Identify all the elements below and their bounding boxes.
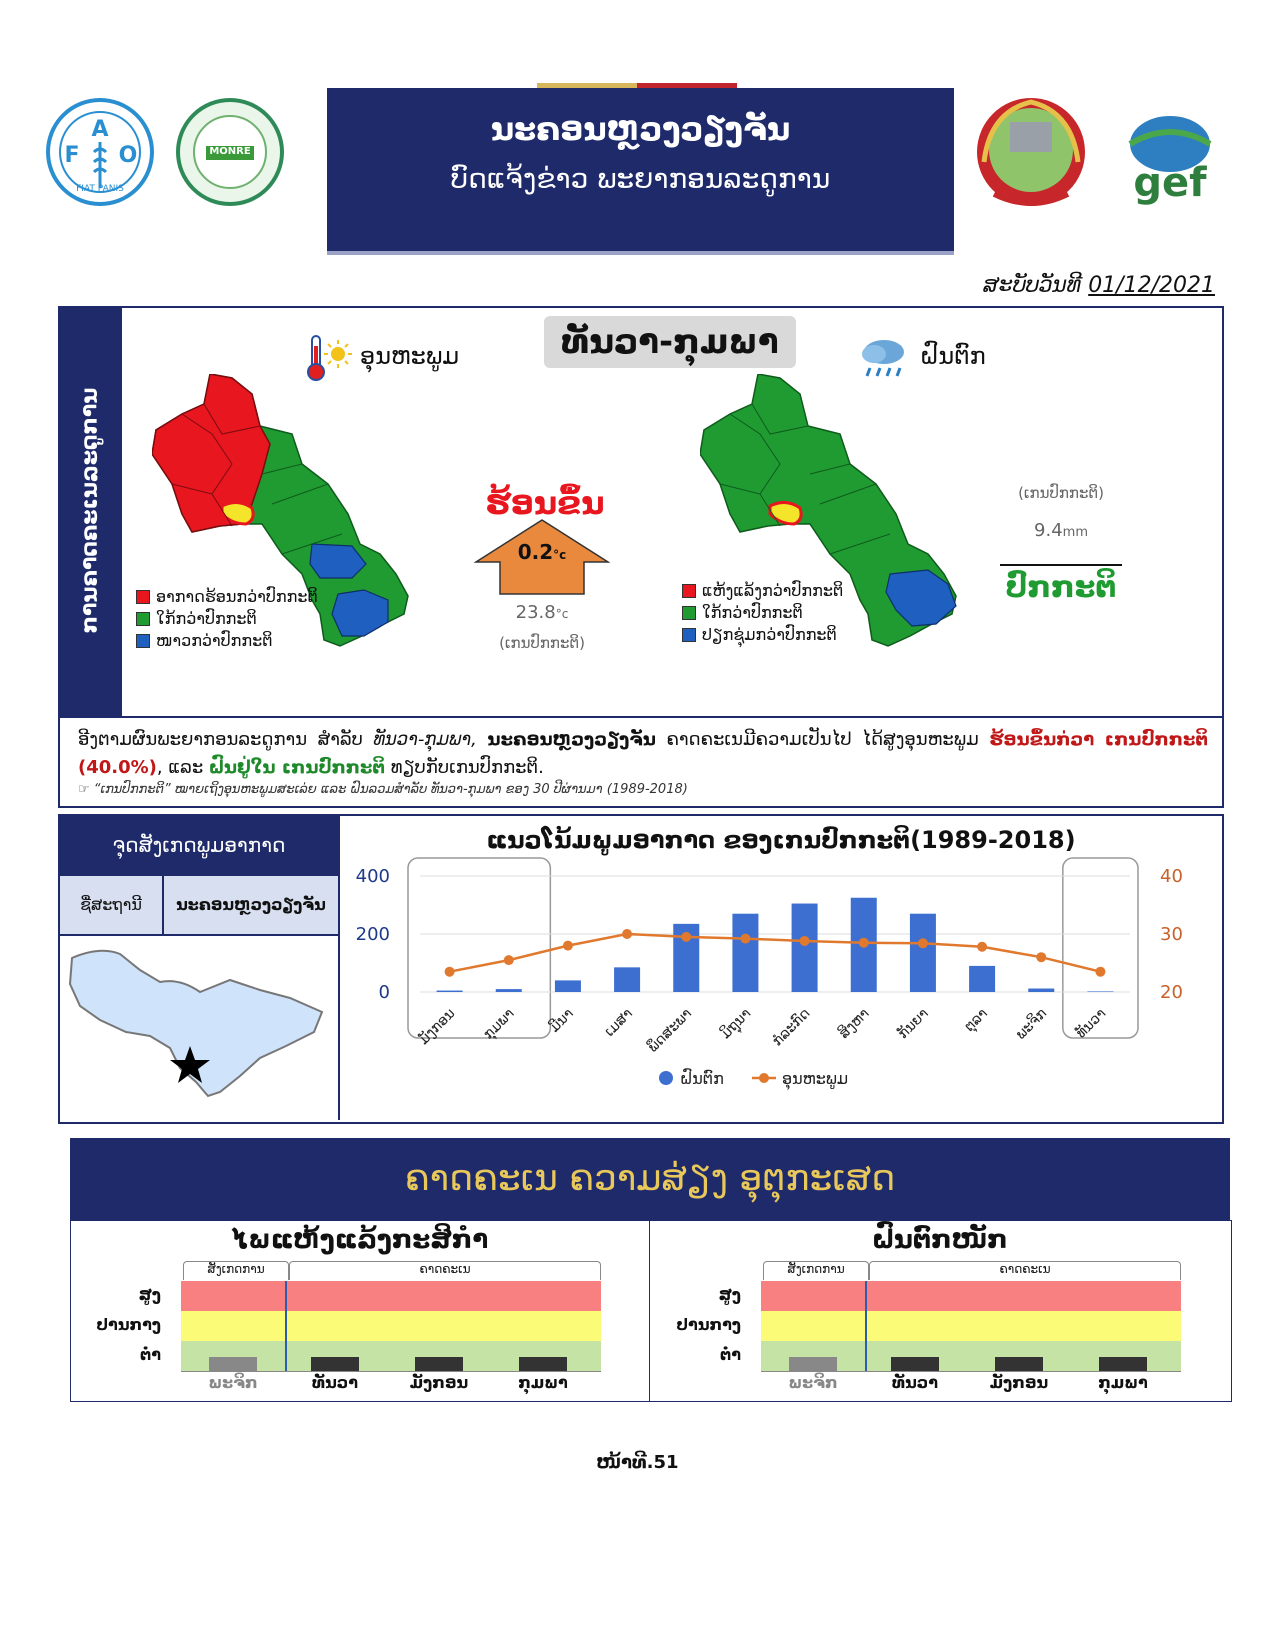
- gef-text: gef: [1133, 160, 1207, 206]
- highlight-box: [408, 858, 550, 1038]
- forecast-sidebar-label: ການຄາດຄະເນລະດູການ: [77, 387, 103, 634]
- risk-level-label: ຕ່ຳ: [139, 1345, 161, 1364]
- monre-text: MONRE: [209, 146, 251, 157]
- temperature-point: [563, 941, 573, 951]
- risk-marker: [519, 1357, 567, 1371]
- lao-emblem-logo: [970, 92, 1092, 212]
- legend-rain-marker: [659, 1071, 673, 1085]
- x-tick-label: ກໍລະກົດ: [769, 1005, 814, 1050]
- header-title: ນະຄອນຫຼວງວຽງຈັນ: [490, 110, 791, 148]
- header-stripe-red: [637, 83, 737, 88]
- fao-motto: FIAT PANIS: [76, 184, 124, 194]
- gef-logo: [1120, 110, 1220, 210]
- summary-footnote: ☞ “ເກນປົກກະຕິ” ໝາຍເຖິງອຸນຫະພູມສະເລ່ຍ ແລະ ຝົນລວມສຳລັບ ທັນວາ-ກຸມພາ ຂອງ 30 ປີຜ່ານມາ (1989-2018): [78, 782, 688, 797]
- fao-letter-f: F: [64, 143, 80, 168]
- season-title: ທັນວາ-ກຸມພາ: [544, 316, 796, 368]
- temperature-point: [800, 936, 810, 946]
- risk-month-label: ມັງກອນ: [989, 1373, 1049, 1392]
- summary-paragraph: ອີງຕາມຜົນພະຍາກອນລະດູການ ສຳລັບ ທັນວາ-ກຸມພາ, ນະຄອນຫຼວງວຽງຈັນ ຄາດຄະເນມີຄວາມເປັນໄປ ໄດ້ສູງອຸນຫະພູມ ຮ້ອນຂຶ້ນກ່ວາ ເກນປົກກະຕິ (40.0%), ແລະ ຝົນຢູ່ໃນ ເກນປົກກະຕິ ທຽບກັບເກນປົກກະຕິ.: [78, 729, 1209, 778]
- forecast-header: ຄາດຄະເນ: [289, 1261, 601, 1280]
- climate-chart-panel: [338, 816, 1222, 1120]
- risk-marker: [209, 1357, 257, 1371]
- legend-swatch-near: [682, 606, 696, 620]
- risk-subpanel: [71, 1221, 649, 1401]
- legend-swatch-warm: [136, 590, 150, 604]
- header-stripe-gold: [537, 83, 637, 88]
- risk-axis-line: [761, 1371, 1181, 1372]
- x-tick-label: ສິງຫາ: [836, 1005, 873, 1043]
- temperature-line: [450, 934, 1101, 972]
- rainfall-bar: [496, 989, 522, 992]
- x-tick-label: ມີນາ: [546, 1005, 577, 1036]
- temperature-point: [681, 932, 691, 942]
- rainfall-bar: [437, 991, 463, 992]
- station-panel: [58, 814, 1224, 1124]
- x-tick-label: ກຸມພາ: [480, 1005, 518, 1043]
- chart-title: ແນວໂນ້ມພູມອາກາດ ຂອງເກນປົກກະຕິ(1989-2018): [486, 826, 1076, 854]
- rainfall-bar: [555, 980, 581, 992]
- risk-month-label: ທັນວາ: [892, 1373, 938, 1392]
- temperature-outlook: ຮ້ອນຂຶ້ນ: [485, 484, 605, 522]
- y-left-tick-label: 0: [378, 982, 390, 1003]
- risk-level-band: [181, 1281, 601, 1311]
- x-tick-label: ຕຸລາ: [961, 1005, 991, 1035]
- temperature-legend-item: ໜາວກວ່າປົກກະຕິ: [136, 630, 318, 652]
- forecast-panel: [58, 306, 1224, 808]
- rainfall-label: ຝົນຕົກ: [920, 342, 986, 370]
- rainfall-divider: [1000, 564, 1122, 566]
- legend-temp-label: ອຸນຫະພູມ: [782, 1069, 849, 1088]
- temperature-label: ອຸນຫະພູມ: [360, 342, 460, 370]
- rainfall-legend-item: ໃກ້ກວ່າປົກກະຕິ: [682, 602, 843, 624]
- page-number: ໜ້າທີ.51: [596, 1452, 679, 1473]
- x-tick-label: ພະຈິກ: [1012, 1005, 1051, 1043]
- temperature-point: [1095, 967, 1105, 977]
- temperature-point: [622, 929, 632, 939]
- temperature-point: [445, 967, 455, 977]
- risk-month-label: ທັນວາ: [312, 1373, 358, 1392]
- risk-axis-line: [181, 1371, 601, 1372]
- risk-level-label: ສູງ: [718, 1285, 741, 1304]
- forecast-header: ຄາດຄະເນ: [869, 1261, 1181, 1280]
- legend-rain-label: ຝົນຕົກ: [680, 1069, 724, 1088]
- station-title: ຈຸດສັງເກດພູມອາກາດ: [60, 816, 338, 874]
- rainfall-outlook: ປົກກະຕິ: [1005, 570, 1117, 605]
- risk-panel: [70, 1220, 1232, 1402]
- legend-swatch-wet: [682, 628, 696, 642]
- x-tick-label: ມັງກອນ: [415, 1005, 459, 1048]
- fao-letter-a: A: [91, 117, 109, 142]
- rainfall-normal: 9.4mm: [1034, 520, 1088, 541]
- header-subtitle: ບົດແຈ້ງຂ່າວ ພະຍາກອນລະດູການ: [450, 162, 831, 195]
- fao-logo: [44, 96, 156, 208]
- temperature-legend-item: ອາກາດຮ້ອນກວ່າປົກກະຕິ: [136, 586, 318, 608]
- risk-panel-title: ໄພແຫ້ງແລ້ງກະສິກຳ: [231, 1225, 489, 1255]
- rainfall-bar: [732, 914, 758, 992]
- risk-title: ຄາດຄະເນ ຄວາມສ່ຽງ ອຸຕຸກະເສດ: [70, 1138, 1230, 1220]
- rainfall-normal-label: (ເກນປົກກະຕິ): [1018, 484, 1104, 502]
- climate-chart: [340, 856, 1220, 1118]
- temperature-anomaly: 0.2°c: [517, 540, 567, 564]
- temperature-point: [977, 942, 987, 952]
- risk-month-label: ພະຈິກ: [208, 1373, 258, 1392]
- temperature-point: [1036, 952, 1046, 962]
- legend-swatch-cool: [136, 634, 150, 648]
- temperature-normal-label: (ເກນປົກກະຕິ): [499, 634, 585, 652]
- x-tick-label: ເມສາ: [601, 1005, 636, 1040]
- station-name-label: ຊື່ສະຖານີ: [60, 874, 164, 934]
- header-banner: [327, 88, 954, 255]
- risk-panel-title: ຝົນຕົກໜັກ: [872, 1225, 1008, 1255]
- rainfall-legend-item: ແຫ້ງແລ້ງກວ່າປົກກະຕິ: [682, 580, 843, 602]
- temperature-point: [859, 938, 869, 948]
- observed-forecast-separator: [865, 1281, 867, 1371]
- observed-header: ສັງເກດການ: [763, 1261, 869, 1280]
- legend-swatch-dry: [682, 584, 696, 598]
- x-tick-label: ມິຖຸນາ: [717, 1005, 755, 1043]
- risk-month-label: ກຸມພາ: [518, 1373, 568, 1392]
- rainfall-bar: [1028, 989, 1054, 992]
- risk-level-band: [181, 1311, 601, 1341]
- risk-level-label: ສູງ: [138, 1285, 161, 1304]
- temperature-point: [918, 938, 928, 948]
- rainfall-legend-item: ປຽກຊຸ່ມກວ່າປົກກະຕິ: [682, 624, 843, 646]
- legend-swatch-near: [136, 612, 150, 626]
- forecast-summary: [60, 716, 1222, 808]
- temperature-legend: [136, 586, 318, 652]
- risk-marker: [789, 1357, 837, 1371]
- rainfall-bar: [614, 967, 640, 992]
- x-tick-label: ທັນວາ: [1073, 1005, 1110, 1042]
- observed-header: ສັງເກດການ: [183, 1261, 289, 1280]
- station-name: ນະຄອນຫຼວງວຽງຈັນ: [164, 874, 338, 934]
- monre-logo: [174, 96, 286, 208]
- risk-divider: [649, 1221, 650, 1401]
- x-tick-label: ກັນຍາ: [895, 1005, 932, 1043]
- risk-marker: [1099, 1357, 1147, 1371]
- risk-level-label: ປານກາງ: [96, 1315, 161, 1334]
- rainfall-bar: [910, 914, 936, 992]
- risk-level-band: [761, 1281, 1181, 1311]
- risk-level-label: ປານກາງ: [676, 1315, 741, 1334]
- fao-letter-o: O: [118, 143, 138, 168]
- x-tick-label: ພຶດສະພາ: [644, 1005, 696, 1056]
- temperature-legend-item: ໃກ້ກວ່າປົກກະຕິ: [136, 608, 318, 630]
- rainfall-bar: [1087, 991, 1113, 992]
- edition-date: [983, 273, 1215, 298]
- risk-month-label: ກຸມພາ: [1098, 1373, 1148, 1392]
- risk-marker: [311, 1357, 359, 1371]
- rainfall-legend: [682, 580, 843, 646]
- temperature-normal: 23.8°c: [515, 602, 569, 623]
- risk-subpanel: [651, 1221, 1229, 1401]
- edition-date-value: 01/12/2021: [1088, 273, 1215, 298]
- station-map: [60, 934, 338, 1122]
- y-right-tick-label: 30: [1160, 924, 1183, 945]
- risk-marker: [891, 1357, 939, 1371]
- edition-label: ສະບັບວັນທີ: [983, 273, 1082, 298]
- y-right-tick-label: 40: [1160, 866, 1183, 887]
- temperature-point: [740, 934, 750, 944]
- forecast-sidebar: [60, 308, 122, 716]
- rainfall-bar: [792, 904, 818, 992]
- legend-temp-marker: [759, 1073, 769, 1083]
- observed-forecast-separator: [285, 1281, 287, 1371]
- rainfall-bar: [969, 966, 995, 992]
- risk-level-label: ຕ່ຳ: [719, 1345, 741, 1364]
- risk-month-label: ພະຈິກ: [788, 1373, 838, 1392]
- risk-level-band: [761, 1311, 1181, 1341]
- risk-marker: [995, 1357, 1043, 1371]
- y-left-tick-label: 400: [355, 866, 390, 887]
- risk-month-label: ມັງກອນ: [409, 1373, 469, 1392]
- y-left-tick-label: 200: [355, 924, 390, 945]
- temperature-point: [504, 955, 514, 965]
- risk-marker: [415, 1357, 463, 1371]
- y-right-tick-label: 20: [1160, 982, 1183, 1003]
